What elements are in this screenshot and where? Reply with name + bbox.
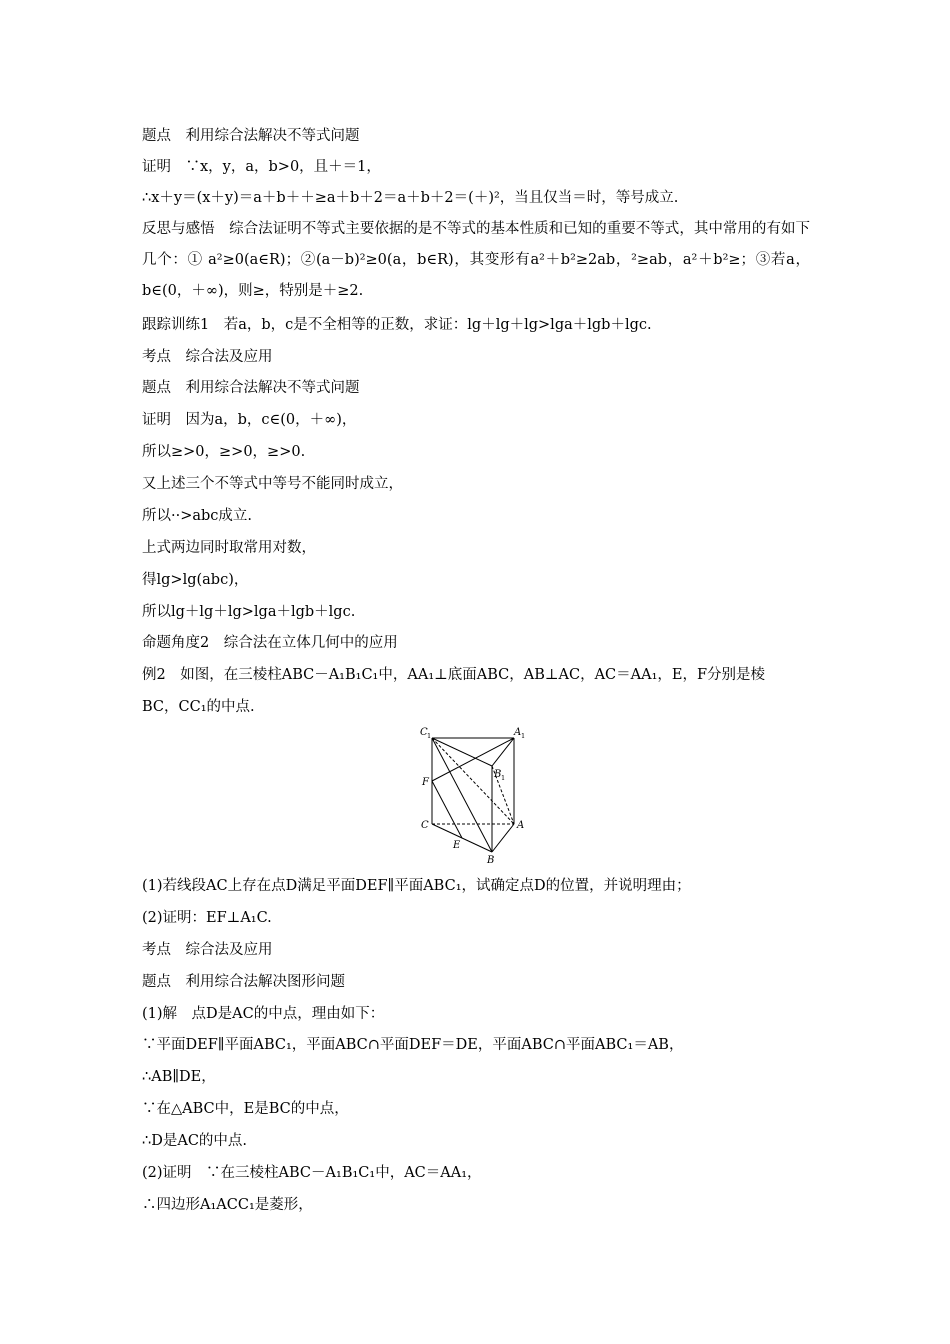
label-A: A [517, 820, 525, 831]
text-line: ∵平面DEF∥平面ABC₁，平面ABC∩平面DEF＝DE，平面ABC∩平面ABC₁＝AB， [142, 1037, 684, 1053]
text-line: (2)证明 ∵在三棱柱ABC－A₁B₁C₁中，AC＝AA₁， [142, 1165, 482, 1181]
text-line: ∴x＋y＝(x＋y)＝a＋b＋＋≥a＋b＋2＝a＋b＋2＝(＋)²，当且仅当＝时，等号成立. [142, 190, 679, 206]
label-E: E [453, 840, 461, 851]
paragraph-reflection: 反思与感悟 综合法证明不等式主要依据的是不等式的基本性质和已知的重要不等式，其中常用的有如下几个：① a²≥0(a∈R)；②(a－b)²≥0(a，b∈R)，其变形有a²＋b²≥2ab，²≥ab，a²＋b²≥；③若a，b∈(0，＋∞)，则≥，特别是＋≥2. [142, 221, 810, 299]
text-line: 例2 如图，在三棱柱ABC－A₁B₁C₁中，AA₁⊥底面ABC，AB⊥AC，AC＝AA₁，E，F分别是棱 [142, 667, 766, 683]
label-C1: C [420, 727, 428, 738]
text-line: 所以··>abc成立. [142, 508, 253, 524]
text-line: 考点 综合法及应用 [142, 349, 273, 365]
text-line: 所以≥>0，≥>0，≥>0. [142, 444, 306, 460]
text-line: 命题角度2 综合法在立体几何中的应用 [142, 635, 398, 651]
label-B1-sub: 1 [501, 774, 506, 782]
text-line: 证明 ∵x，y，a，b>0，且＋＝1， [142, 159, 381, 175]
text-line: ∴D是AC的中点. [142, 1133, 248, 1149]
label-B1: B [494, 769, 502, 780]
text-line: (1)解 点D是AC的中点，理由如下： [142, 1006, 385, 1022]
label-F: F [422, 777, 429, 788]
text-line: ∴AB∥DE， [142, 1069, 216, 1085]
text-line: ∴四边形A₁ACC₁是菱形， [142, 1197, 313, 1213]
text-line: (2)证明：EF⊥A₁C. [142, 910, 272, 926]
text-line: 题点 利用综合法解决图形问题 [142, 974, 345, 990]
text-line: (1)若线段AC上存在点D满足平面DEF∥平面ABC₁，试确定点D的位置，并说明理由； [142, 878, 691, 894]
text-line: 又上述三个不等式中等号不能同时成立， [142, 476, 403, 492]
label-A1-sub: 1 [521, 732, 526, 740]
label-A1: A [514, 727, 522, 738]
text-line: 证明 因为a，b，c∈(0，＋∞)， [142, 412, 357, 428]
label-B: B [487, 855, 495, 866]
text-line: BC，CC₁的中点. [142, 699, 255, 715]
text-line: 上式两边同时取常用对数， [142, 540, 316, 556]
text-line: 考点 综合法及应用 [142, 942, 273, 958]
label-C1-sub: 1 [427, 732, 432, 740]
text-line: 题点 利用综合法解决不等式问题 [142, 128, 360, 144]
text-line: 得lg>lg(abc)， [142, 572, 249, 588]
text-line: 题点 利用综合法解决不等式问题 [142, 380, 360, 396]
text-line: ∵在△ABC中，E是BC的中点， [142, 1101, 349, 1117]
text-line: 跟踪训练1 若a，b，c是不全相等的正数，求证：lg＋lg＋lg>lga＋lgb＋lgc. [142, 317, 652, 333]
text-line: 所以lg＋lg＋lg>lga＋lgb＋lgc. [142, 604, 356, 620]
prism-figure [410, 722, 540, 868]
label-C: C [421, 820, 429, 831]
